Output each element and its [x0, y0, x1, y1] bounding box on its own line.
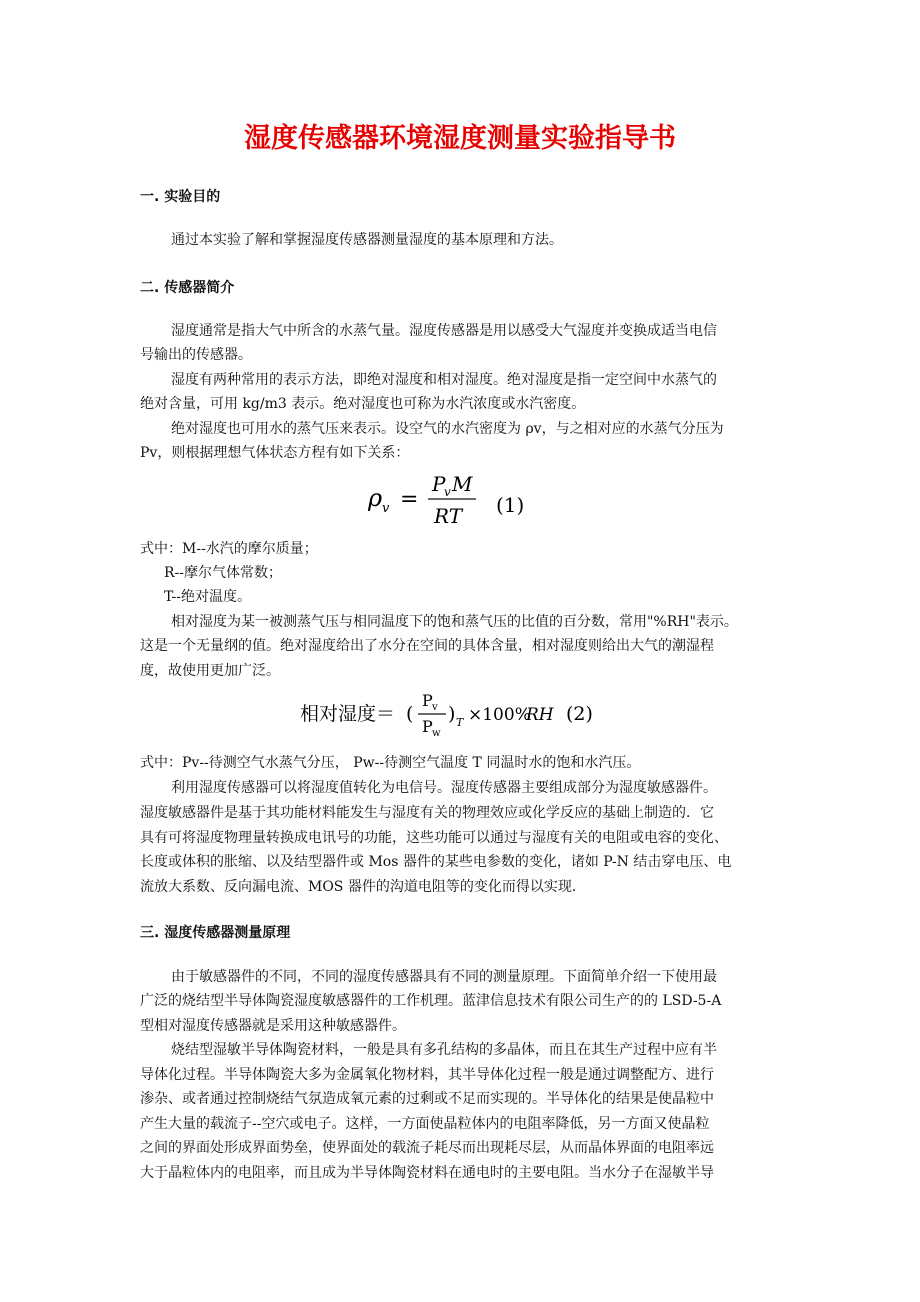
paragraph-line: 烧结型湿敏半导体陶瓷材料，一般是具有多孔结构的多晶体，而且在其生产过程中应有半: [171, 1042, 717, 1058]
paragraph-line: 湿度敏感器件是基于其功能材料能发生与湿度有关的物理效应或化学反应的基础上制造的．它: [140, 805, 714, 821]
formula-rh: RH: [526, 705, 554, 725]
paragraph-line: 之间的界面处形成界面势垒，使界面处的载流子耗尽而出现耗尽层，从而晶体界面的电阻率远: [140, 1140, 714, 1156]
formula-close-paren: ): [448, 703, 456, 725]
formula-numerator-tail: M: [452, 472, 473, 496]
paragraph-line: 由于敏感器件的不同，不同的湿度传感器具有不同的测量原理。下面简单介绍一下使用最: [171, 969, 717, 985]
formula-relative-humidity: [296, 684, 616, 740]
formula-rho-sub: v: [382, 501, 390, 516]
formula-rho: ρ: [368, 484, 383, 512]
formula-numerator-sub: v: [432, 702, 438, 713]
paragraph-line: 湿度通常是指大气中所含的水蒸气量。湿度传感器是用以感受大气湿度并变换成适当电信: [171, 323, 717, 339]
paragraph-line: 绝对湿度也可用水的蒸气压来表示。设空气的水汽密度为 ρv，与之相对应的水蒸气分压为: [171, 421, 724, 437]
paragraph-line: 号输出的传感器。: [140, 347, 252, 363]
paragraph-line: 通过本实验了解和掌握湿度传感器测量湿度的基本原理和方法。: [171, 232, 563, 248]
formula-temp-sub: T: [456, 716, 464, 729]
paragraph-line: 绝对含量，可用 kg/m3 表示。绝对湿度也可称为水汽浓度或水汽密度。: [140, 396, 586, 412]
paragraph-line: 广泛的烧结型半导体陶瓷湿度敏感器件的工作机理。蓝津信息技术有限公司生产的的 LSD-5-A: [140, 993, 722, 1009]
paragraph-line: 渗杂、或者通过控制烧结气氛造成氧元素的过剩或不足而实现的。半导体化的结果是使晶粒中: [140, 1091, 714, 1107]
paragraph-line: Pv，则根据理想气体状态方程有如下关系：: [140, 445, 410, 461]
formula-denominator-sub: w: [432, 728, 441, 739]
paragraph-line: 式中：Pv--待测空气水蒸气分压， Pw--待测空气温度 T 同温时水的饱和水汽压。: [140, 755, 641, 771]
formula-tag: (2): [566, 703, 593, 725]
formula-denominator: P: [422, 717, 433, 736]
formula-numerator: P: [422, 691, 433, 710]
paragraph-line: 这是一个无量纲的值。绝对湿度给出了水分在空间的具体含量，相对湿度则给出大气的潮湿程: [140, 638, 714, 654]
paragraph-line: 型相对湿度传感器就是采用这种敏感器件。: [140, 1018, 406, 1034]
section-heading-principle: 三. 湿度传感器测量原理: [140, 925, 291, 941]
paragraph-line: 具有可将湿度物理量转换成电讯号的功能，这些功能可以通过与湿度有关的电阻或电容的变化、: [140, 830, 728, 846]
paragraph-line: 式中：M--水汽的摩尔质量；: [140, 541, 318, 557]
page-title: 湿度传感器环境湿度测量实验指导书: [244, 123, 676, 154]
paragraph-line: 利用湿度传感器可以将湿度值转化为电信号。湿度传感器主要组成部分为湿度敏感器件。: [171, 780, 717, 796]
formula-absolute-humidity: [364, 466, 544, 532]
section-heading-purpose: 一. 实验目的: [140, 189, 221, 205]
paragraph-line: 产生大量的载流子--空穴或电子。这样，一方面使晶粒体内的电阻率降低，另一方面又使晶粒: [140, 1116, 710, 1132]
paragraph-line: 流放大系数、反向漏电流、MOS 器件的沟道电阻等的变化而得以实现．: [140, 879, 586, 895]
paragraph-line: T--绝对温度。: [164, 589, 251, 605]
section-heading-intro: 二. 传感器简介: [140, 280, 235, 296]
paragraph-line: 度，故使用更加广泛。: [140, 663, 280, 679]
paragraph-line: 相对湿度为某一被测蒸气压与相同温度下的饱和蒸气压的比值的百分数，常用"%RH"表示。: [171, 614, 738, 630]
formula-open-paren: (: [406, 703, 414, 725]
formula-tag: (1): [496, 493, 525, 517]
paragraph-line: 大于晶粒体内的电阻率，而且成为半导体陶瓷材料在通电时的主要电阻。当水分子在湿敏半导: [140, 1165, 714, 1181]
formula-numerator-sub: v: [444, 485, 451, 499]
formula-denominator: RT: [434, 504, 463, 528]
formula-numerator: P: [432, 472, 446, 496]
formula-percent: ×100%: [468, 705, 531, 725]
paragraph-line: 导体化过程。半导体陶瓷大多为金属氧化物材料，其半导体化过程一般是通过调整配方、进行: [140, 1067, 714, 1083]
formula-label: 相对湿度＝: [300, 703, 396, 725]
paragraph-line: 长度或体积的胀缩、以及结型器件或 Mos 器件的某些电参数的变化，诸如 P-N 结击穿电压、电: [140, 854, 732, 870]
formula-equals: =: [400, 487, 419, 512]
paragraph-line: 湿度有两种常用的表示方法，即绝对湿度和相对湿度。绝对湿度是指一定空间中水蒸气的: [171, 372, 717, 388]
paragraph-line: R--摩尔气体常数；: [164, 565, 283, 581]
